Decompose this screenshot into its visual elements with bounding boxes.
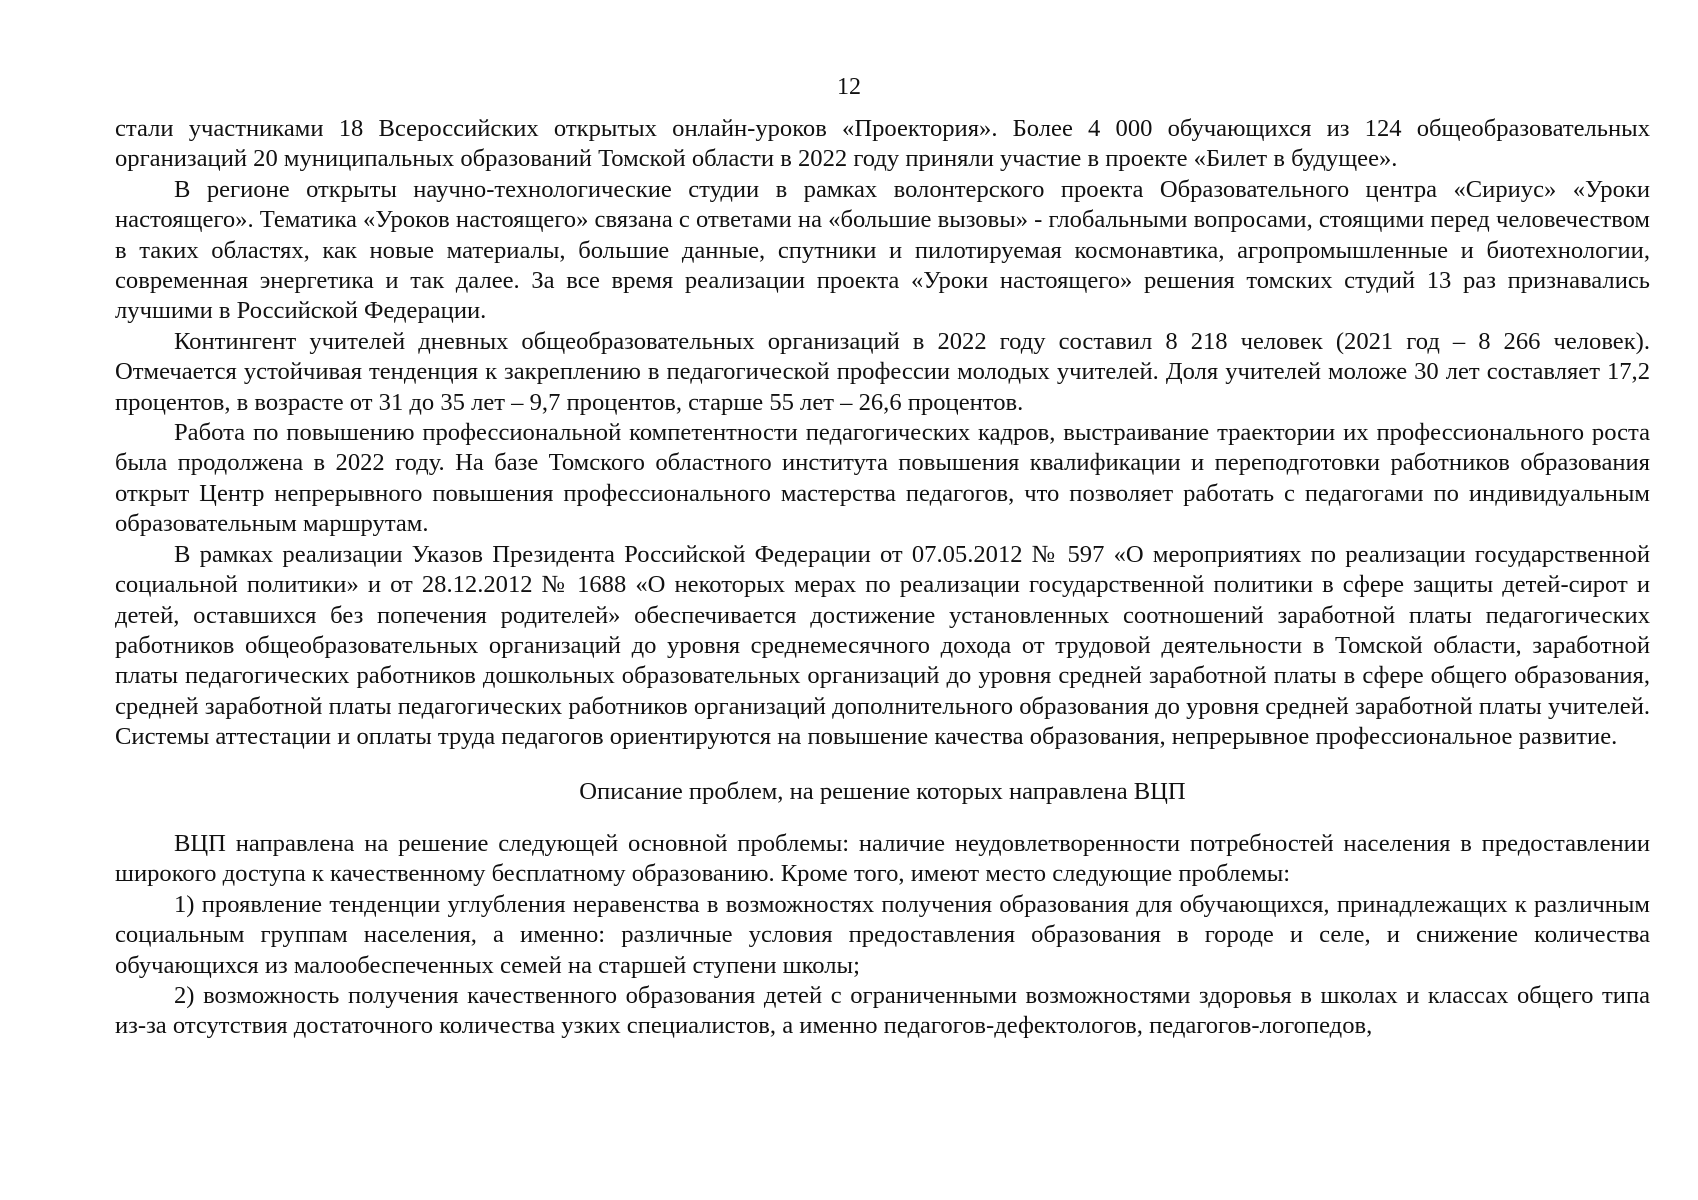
paragraph-problem-2: 2) возможность получения качественного образования детей с ограниченными возможностями здоровья в школах и классах общего типа из-за отсутствия достаточного количества узких специалистов, а именно педагогов-дефектологов, педагогов-логопедов,	[115, 981, 1650, 1040]
paragraph-problem-1: 1) проявление тенденции углубления неравенства в возможностях получения образования для обучающихся, принадлежащих к различным социальным группам населения, а именно: различные условия предоставления образования в городе и селе, и снижение количества обучающихся из малообеспеченных семей на старшей ступени школы;	[115, 890, 1650, 979]
paragraph-main-problem: ВЦП направлена на решение следующей основной проблемы: наличие неудовлетворенности потребностей населения в предоставлении широкого доступа к качественному бесплатному образованию. Кроме того, имеют место следующие проблемы:	[115, 829, 1650, 888]
paragraph-professional-development: Работа по повышению профессиональной компетентности педагогических кадров, выстраивание траектории их профессионального роста была продолжена в 2022 году. На базе Томского областного института повышения квалификации и переподготовки работников образования открыт Центр непрерывного повышения профессионального мастерства педагогов, что позволяет работать с педагогами по индивидуальным образовательным маршрутам.	[115, 419, 1650, 538]
page-content	[115, 114, 1650, 1042]
page-number: 12	[837, 74, 861, 100]
paragraph-presidential-decrees: В рамках реализации Указов Президента Российской Федерации от 07.05.2012 № 597 «О мероприятиях по реализации государственной социальной политики» и от 28.12.2012 № 1688 «О некоторых мерах по реализации государственной политики в сфере защиты детей-сирот и детей, оставшихся без попечения родителей» обеспечивается достижение установленных соотношений заработной платы педагогических работников общеобразовательных организаций до уровня среднемесячного дохода от трудовой деятельности в Томской области, заработной платы педагогических работников дошкольных образовательных организаций до уровня средней заработной платы в сфере общего образования, средней заработной платы педагогических работников организаций дополнительного образования до уровня средней заработной платы учителей. Системы аттестации и оплаты труда педагогов ориентируются на повышение качества образования, непрерывное профессиональное развитие.	[115, 540, 1650, 751]
section-heading: Описание проблем, на решение которых направлена ВЦП	[579, 777, 1186, 805]
paragraph-science-studios: В регионе открыты научно-технологические студии в рамках волонтерского проекта Образовательного центра «Сириус» «Уроки настоящего». Тематика «Уроков настоящего» связана с ответами на «большие вызовы» - глобальными вопросами, стоящими перед человечеством в таких областях, как новые материалы, большие данные, спутники и пилотируемая космонавтика, агропромышленные и биотехнологии, современная энергетика и так далее. За все время реализации проекта «Уроки настоящего» решения томских студий 13 раз признавались лучшими в Российской Федерации.	[115, 175, 1650, 325]
paragraph-teacher-contingent: Контингент учителей дневных общеобразовательных организаций в 2022 году составил 8 218 человек (2021 год – 8 266 человек). Отмечается устойчивая тенденция к закреплению в педагогической профессии молодых учителей. Доля учителей моложе 30 лет составляет 17,2 процентов, в возрасте от 31 до 35 лет – 9,7 процентов, старше 55 лет – 26,6 процентов.	[115, 327, 1650, 416]
paragraph-continuation: стали участниками 18 Всероссийских открытых онлайн-уроков «Проектория». Более 4 000 обучающихся из 124 общеобразовательных организаций 20 муниципальных образований Томской области в 2022 году приняли участие в проекте «Билет в будущее».	[115, 115, 1650, 173]
